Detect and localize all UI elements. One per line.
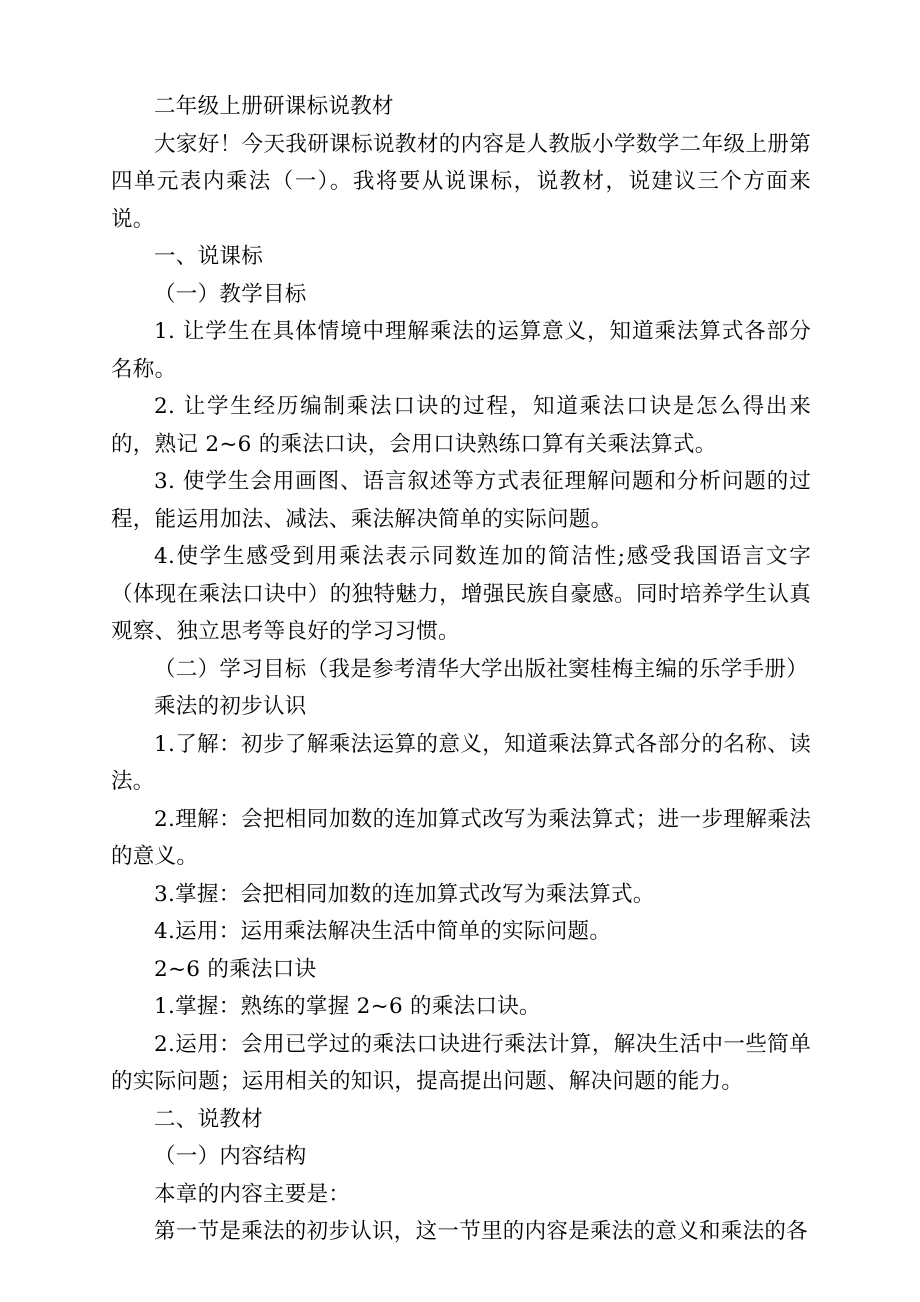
paragraph-table-1: 1.掌握：熟练的掌握 2~6 的乘法口诀。 xyxy=(154,994,541,1019)
paragraph-chapter-content: 本章的内容主要是： xyxy=(154,1181,351,1207)
document-page xyxy=(111,88,811,1251)
paragraph-goal-1: 1. 让学生在具体情境中理解乘法的运算意义，知道乘法算式各部分名称。 xyxy=(111,319,811,382)
heading-learning-goals: （二）学习目标（我是参考清华大学出版社窦桂梅主编的乐学手册） xyxy=(154,656,809,682)
paragraph-section-1-desc: 第一节是乘法的初步认识，这一节里的内容是乘法的意义和乘法的各 xyxy=(154,1219,809,1244)
paragraph-intro: 大家好！今天我研课标说教材的内容是人教版小学数学二年级上册第四单元表内乘法（一）。我将要从说课标，说教材，说建议三个方面来说。 xyxy=(111,131,811,232)
paragraph-learn-2: 2.理解：会把相同加数的连加算式改写为乘法算式；进一步理解乘法的意义。 xyxy=(111,806,811,869)
paragraph-learn-4: 4.运用：运用乘法解决生活中简单的实际问题。 xyxy=(154,919,612,944)
heading-teaching-goals: （一）教学目标 xyxy=(154,281,307,307)
paragraph-learn-3: 3.掌握：会把相同加数的连加算式改写为乘法算式。 xyxy=(154,881,655,907)
heading-section-1: 一、说课标 xyxy=(154,244,264,269)
paragraph-goal-3: 3. 使学生会用画图、语言叙述等方式表征理解问题和分析问题的过程，能运用加法、减法、乘法解决简单的实际问题。 xyxy=(111,469,811,532)
paragraph-learn-1: 1.了解：初步了解乘法运算的意义，知道乘法算式各部分的名称、读法。 xyxy=(111,731,811,794)
heading-section-2: 二、说教材 xyxy=(154,1106,264,1132)
heading-content-structure: （一）内容结构 xyxy=(154,1144,307,1169)
heading-multiplication-intro: 乘法的初步认识 xyxy=(154,694,307,719)
document-title: 二年级上册研课标说教材 xyxy=(154,94,394,119)
heading-multiplication-table: 2~6 的乘法口诀 xyxy=(154,956,317,982)
paragraph-goal-2: 2. 让学生经历编制乘法口诀的过程，知道乘法口诀是怎么得出来的，熟记 2~6 的乘法口诀，会用口诀熟练口算有关乘法算式。 xyxy=(111,394,811,457)
paragraph-table-2: 2.运用：会用已学过的乘法口诀进行乘法计算，解决生活中一些简单的实际问题；运用相关的知识，提高提出问题、解决问题的能力。 xyxy=(111,1031,811,1094)
paragraph-goal-4: 4.使学生感受到用乘法表示同数连加的简洁性;感受我国语言文字（体现在乘法口诀中）的独特魅力，增强民族自豪感。同时培养学生认真观察、独立思考等良好的学习习惯。 xyxy=(111,544,811,644)
